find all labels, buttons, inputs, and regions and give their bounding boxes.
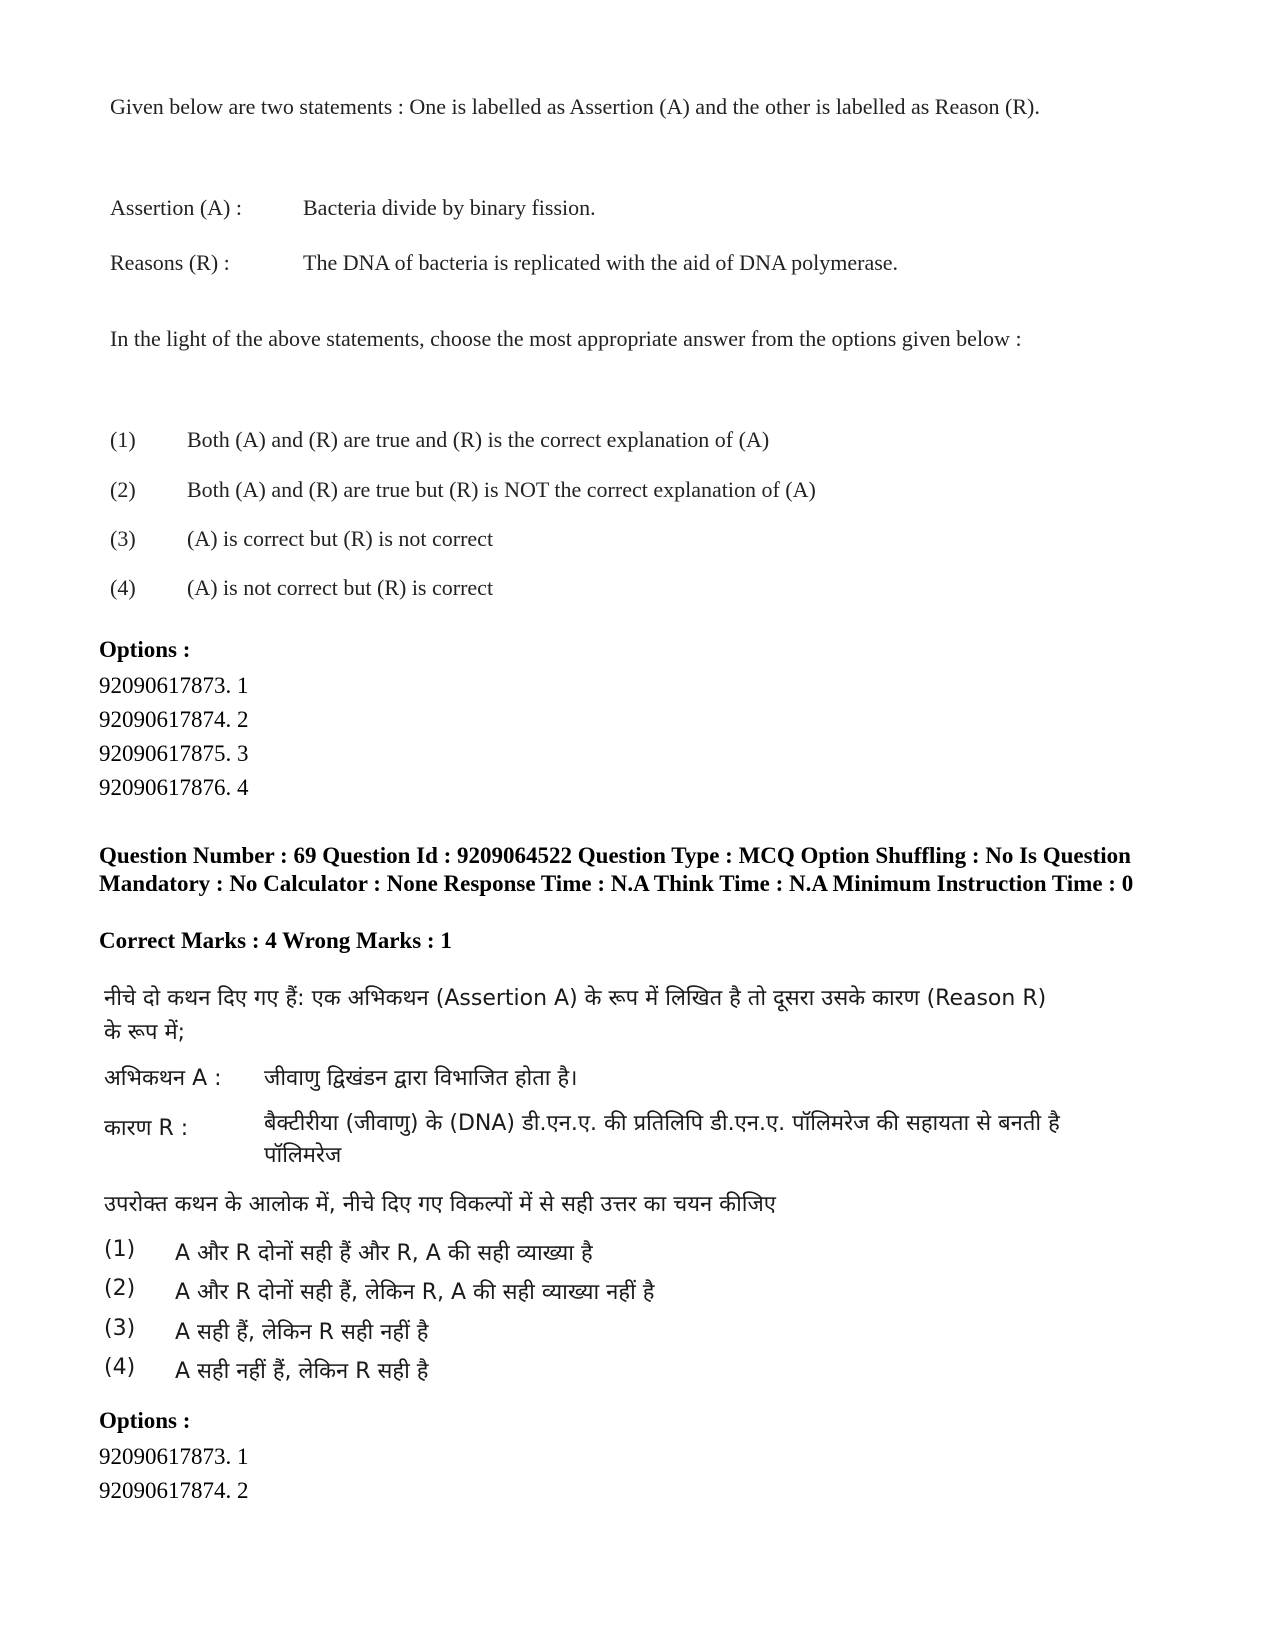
english-instruction: In the light of the above statements, choose the most appropriate answer from the options given below : xyxy=(110,326,1022,351)
english-choice-number: (1) xyxy=(110,427,136,452)
english-choice-number: (2) xyxy=(110,477,136,502)
hindi-choice-text: A सही हैं, लेकिन R सही नहीं है xyxy=(175,1320,429,1345)
hindi-choice-number: (4) xyxy=(104,1355,136,1380)
option-line: 92090617873. 1 xyxy=(99,673,249,698)
hindi-reason-text: बैक्टीरीया (जीवाणु) के (DNA) डी.एन.ए. की प्रतिलिपि डी.एन.ए. पॉलिमरेज की सहायता से बनती है पॉलिमरेज xyxy=(264,1111,1060,1168)
option-line: 92090617876. 4 xyxy=(99,775,249,800)
option-line: 92090617874. 2 xyxy=(99,1478,249,1503)
english-reason-label: Reasons (R) : xyxy=(110,250,230,275)
hindi-assertion-label: अभिकथन A : xyxy=(104,1066,222,1091)
hindi-choice-number: (3) xyxy=(104,1316,136,1341)
english-assertion-label: Assertion (A) : xyxy=(110,195,242,220)
english-choice-text: (A) is not correct but (R) is correct xyxy=(187,575,494,600)
question-meta-header: Question Number : 69 Question Id : 9209064522 Question Type : MCQ Option Shuffling : No Is Question Mandatory : No Calculator : None Response Time : N.A Think Time : N.A Minimum Instruction Time : 0 xyxy=(99,843,1134,896)
english-choice-text: Both (A) and (R) are true and (R) is the correct explanation of (A) xyxy=(187,427,770,452)
hindi-choice-text: A और R दोनों सही हैं और R, A की सही व्याख्या है xyxy=(175,1241,593,1266)
hindi-question-stem: नीचे दो कथन दिए गए हैं: एक अभिकथन (Assertion A) के रूप में लिखित है तो दूसरा उसके कारण (Reason R) के रूप में; xyxy=(104,986,1047,1045)
options-heading: Options : xyxy=(99,637,191,662)
english-assertion-text: Bacteria divide by binary fission. xyxy=(303,195,596,220)
question-marks: Correct Marks : 4 Wrong Marks : 1 xyxy=(99,928,452,953)
options-list xyxy=(99,669,249,805)
english-choice-text: (A) is correct but (R) is not correct xyxy=(187,526,494,551)
english-reason-text: The DNA of bacteria is replicated with the aid of DNA polymerase. xyxy=(303,250,899,275)
options-list xyxy=(99,1440,249,1508)
option-line: 92090617874. 2 xyxy=(99,707,249,732)
hindi-choice-number: (2) xyxy=(104,1276,136,1301)
english-choice-text: Both (A) and (R) are true but (R) is NOT the correct explanation of (A) xyxy=(187,477,816,502)
hindi-choice-number: (1) xyxy=(104,1237,136,1262)
hindi-choice-text: A और R दोनों सही हैं, लेकिन R, A की सही व्याख्या नहीं है xyxy=(175,1280,655,1305)
option-line: 92090617873. 1 xyxy=(99,1444,249,1469)
english-choice-number: (4) xyxy=(110,575,136,600)
hindi-instruction: उपरोक्त कथन के आलोक में, नीचे दिए गए विकल्पों में से सही उत्तर का चयन कीजिए xyxy=(104,1192,776,1217)
hindi-reason-label: कारण R : xyxy=(104,1116,189,1141)
hindi-choice-text: A सही नहीं हैं, लेकिन R सही है xyxy=(175,1359,429,1384)
option-line: 92090617875. 3 xyxy=(99,741,249,766)
english-question-stem: Given below are two statements : One is labelled as Assertion (A) and the other is labelled as Reason (R). xyxy=(110,94,1040,119)
options-heading: Options : xyxy=(99,1408,191,1433)
english-choice-number: (3) xyxy=(110,526,136,551)
hindi-assertion-text: जीवाणु द्विखंडन द्वारा विभाजित होता है। xyxy=(264,1066,578,1091)
